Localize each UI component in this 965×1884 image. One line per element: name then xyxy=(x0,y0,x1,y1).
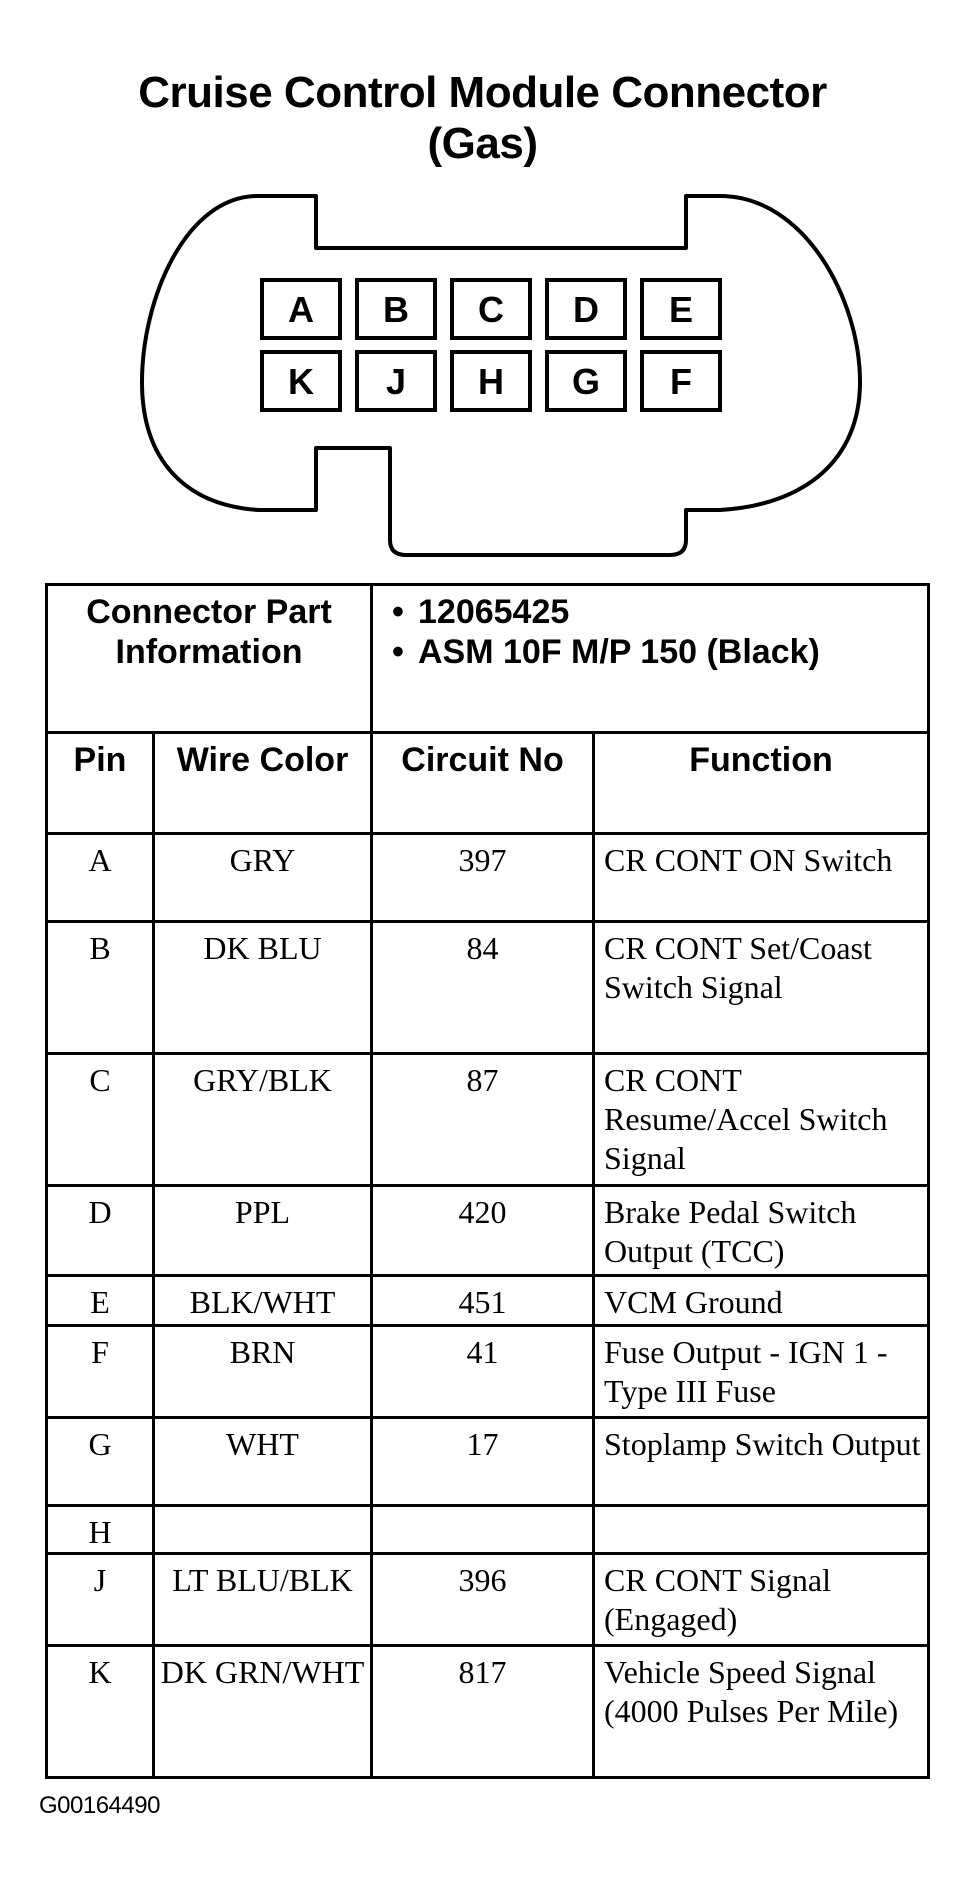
connector-pin-label: E xyxy=(668,289,694,330)
function-cell: Stoplamp Switch Output xyxy=(594,1418,929,1506)
wire-color-cell: WHT xyxy=(154,1418,372,1506)
connector-pin xyxy=(642,280,720,338)
function-cell: CR CONT Set/Coast Switch Signal xyxy=(594,922,929,1054)
wire-color-cell: DK BLU xyxy=(154,922,372,1054)
pinout-row xyxy=(47,1326,929,1418)
circuit-no-column-header: Circuit No xyxy=(372,733,594,834)
function-cell: Brake Pedal Switch Output (TCC) xyxy=(594,1186,929,1276)
connector-pin-label: A xyxy=(288,289,314,330)
pin-cell: D xyxy=(47,1186,154,1276)
function-cell: CR CONT Signal (Engaged) xyxy=(594,1554,929,1646)
circuit-no-cell: 420 xyxy=(372,1186,594,1276)
connector-face-diagram xyxy=(0,180,965,575)
figure-id: G00164490 xyxy=(39,1792,160,1819)
part-info-label: Connector Part Information xyxy=(47,585,372,733)
part-description: • ASM 10F M/P 150 (Black) xyxy=(418,632,927,672)
pinout-row xyxy=(47,834,929,922)
connector-pin-label: H xyxy=(478,361,504,402)
connector-pin-label: G xyxy=(571,361,601,402)
pinout-row xyxy=(47,1646,929,1778)
pinout-row xyxy=(47,1554,929,1646)
diagram-subtitle: (Gas) xyxy=(427,119,538,168)
diagram-title: Cruise Control Module Connector xyxy=(138,68,827,117)
wire-color-column-header: Wire Color xyxy=(154,733,372,834)
function-cell: CR CONT ON Switch xyxy=(594,834,929,922)
connector-pin-label: F xyxy=(670,361,692,402)
pinout-row xyxy=(47,1418,929,1506)
function-cell xyxy=(594,1506,929,1554)
connector-pin xyxy=(547,352,625,410)
connector-pin-label: B xyxy=(383,289,409,330)
pin-column-header: Pin xyxy=(47,733,154,834)
circuit-no-cell: 451 xyxy=(372,1276,594,1326)
connector-pin xyxy=(642,352,720,410)
pin-cell: A xyxy=(47,834,154,922)
pinout-row xyxy=(47,1506,929,1554)
wire-color-cell: DK GRN/WHT xyxy=(154,1646,372,1778)
part-number: • 12065425 xyxy=(418,592,927,632)
wire-color-cell: PPL xyxy=(154,1186,372,1276)
function-column-header: Function xyxy=(594,733,929,834)
pin-cell: F xyxy=(47,1326,154,1418)
circuit-no-cell: 84 xyxy=(372,922,594,1054)
function-cell: VCM Ground xyxy=(594,1276,929,1326)
circuit-no-cell: 397 xyxy=(372,834,594,922)
connector-pin-label: D xyxy=(573,289,599,330)
pin-cell: E xyxy=(47,1276,154,1326)
part-info-values xyxy=(372,585,929,733)
connector-pin xyxy=(357,352,435,410)
pin-cell: H xyxy=(47,1506,154,1554)
connector-pin xyxy=(262,280,340,338)
connector-pin xyxy=(357,280,435,338)
circuit-no-cell: 87 xyxy=(372,1054,594,1186)
wire-color-cell: GRY/BLK xyxy=(154,1054,372,1186)
connector-pin-label: K xyxy=(288,361,314,402)
circuit-no-cell: 396 xyxy=(372,1554,594,1646)
function-cell: Fuse Output - IGN 1 - Type III Fuse xyxy=(594,1326,929,1418)
connector-pin-label: J xyxy=(385,361,407,402)
connector-pinout-table xyxy=(45,583,930,1779)
connector-pin xyxy=(452,280,530,338)
wire-color-cell xyxy=(154,1506,372,1554)
wire-color-cell: BRN xyxy=(154,1326,372,1418)
pinout-row xyxy=(47,1186,929,1276)
connector-pin-label: C xyxy=(478,289,504,330)
connector-pin xyxy=(262,352,340,410)
connector-pin xyxy=(547,280,625,338)
wire-color-cell: GRY xyxy=(154,834,372,922)
pin-cell: K xyxy=(47,1646,154,1778)
pin-cell: B xyxy=(47,922,154,1054)
connector-pin xyxy=(452,352,530,410)
pinout-row xyxy=(47,922,929,1054)
circuit-no-cell: 41 xyxy=(372,1326,594,1418)
function-cell: CR CONT Resume/Accel Switch Signal xyxy=(594,1054,929,1186)
pin-cell: C xyxy=(47,1054,154,1186)
pin-cell: G xyxy=(47,1418,154,1506)
pinout-row xyxy=(47,1276,929,1326)
circuit-no-cell: 17 xyxy=(372,1418,594,1506)
pinout-row xyxy=(47,1054,929,1186)
function-cell: Vehicle Speed Signal (4000 Pulses Per Mile) xyxy=(594,1646,929,1778)
part-info-row xyxy=(47,585,929,733)
wire-color-cell: LT BLU/BLK xyxy=(154,1554,372,1646)
pin-cell: J xyxy=(47,1554,154,1646)
circuit-no-cell xyxy=(372,1506,594,1554)
column-header-row xyxy=(47,733,929,834)
wire-color-cell: BLK/WHT xyxy=(154,1276,372,1326)
circuit-no-cell: 817 xyxy=(372,1646,594,1778)
